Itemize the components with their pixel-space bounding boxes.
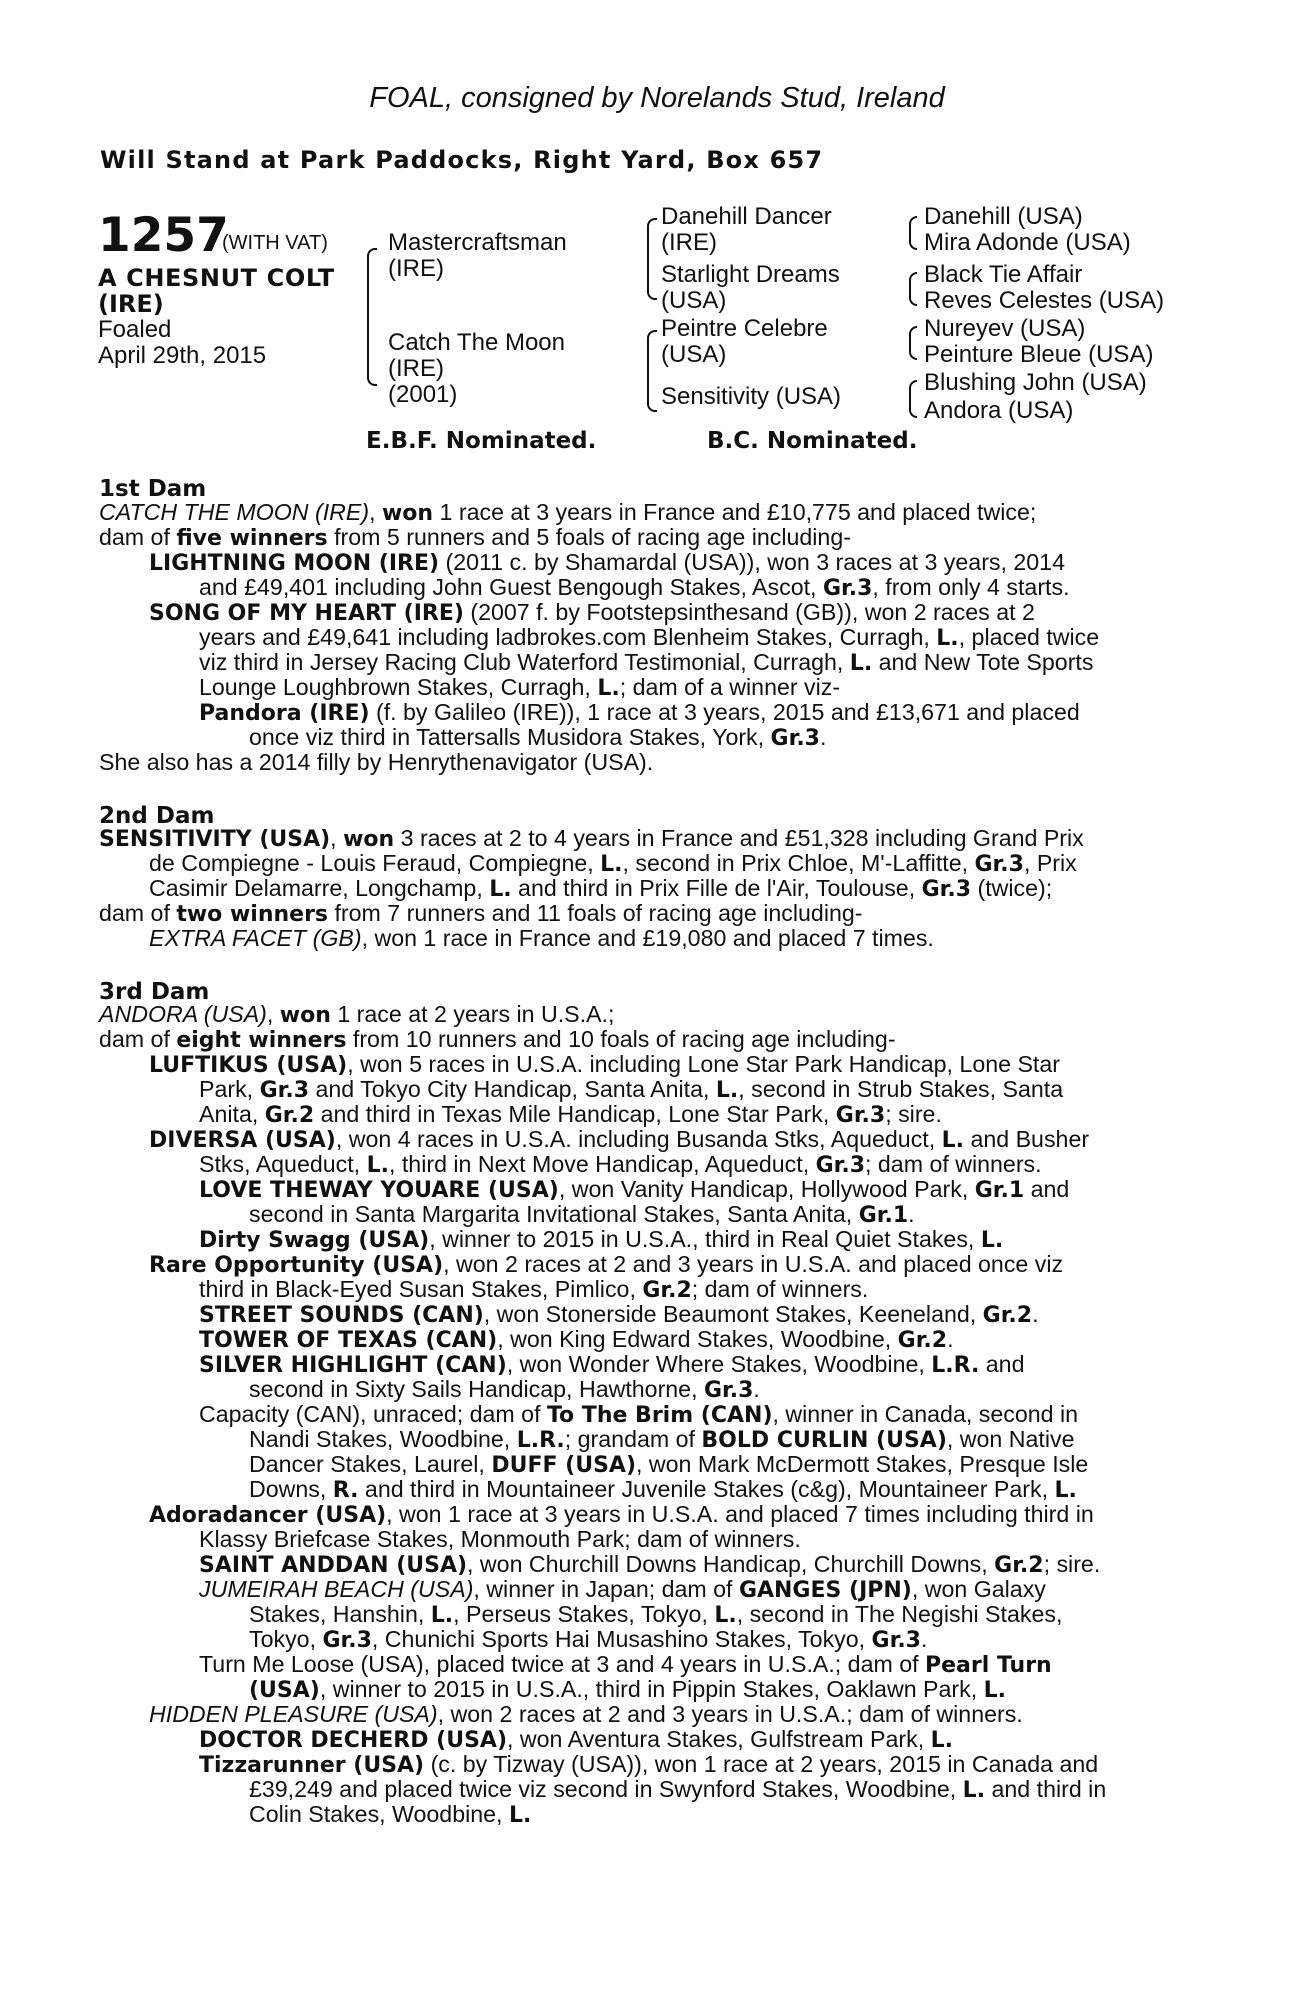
lot-description: A CHESNUT COLT [98,264,335,292]
sire-sire-country: (IRE) [661,229,717,256]
third-dam-line-28: (USA), winner to 2015 in U.S.A., third in Pippin Stakes, Oaklawn Park, L. [249,1676,1006,1703]
third-dam-line-21: Adoradancer (USA), won 1 race at 3 years in U.S.A. and placed 7 times including third in [149,1501,1094,1528]
first-dam-line-6: years and £49,641 including ladbrokes.com Blenheim Stakes, Curragh, L., placed twice [199,624,1100,651]
third-dam-line-19: Dancer Stakes, Laurel, DUFF (USA), won Mark McDermott Stakes, Presque Isle [249,1451,1089,1478]
great-granddam-3: Peinture Bleue (USA) [924,341,1154,368]
third-dam-heading: 3rd Dam [99,979,210,1005]
second-dam-line-3: Casimir Delamarre, Longchamp, L. and third in Prix Fille de l'Air, Toulouse, Gr.3 (twice); [149,875,1053,902]
third-dam-line-22: Klassy Briefcase Stakes, Monmouth Park; dam of winners. [199,1526,801,1552]
pedigree-bracket-6 [909,326,917,360]
third-dam-line-5: Anita, Gr.2 and third in Texas Mile Handicap, Lone Star Park, Gr.3; sire. [199,1101,942,1128]
third-dam-line-6: DIVERSA (USA), won 4 races in U.S.A. including Busanda Stks, Aqueduct, L. and Busher [149,1126,1090,1153]
third-dam-line-24: JUMEIRAH BEACH (USA), winner in Japan; dam of GANGES (JPN), won Galaxy [199,1576,1046,1603]
dam-sire-name: Peintre Celebre [661,315,828,342]
pedigree-bracket-7 [909,380,917,418]
third-dam-line-16: second in Sixty Sails Handicap, Hawthorne, Gr.3. [249,1376,760,1403]
first-dam-line-11: She also has a 2014 filly by Henrythenavigator (USA). [99,749,654,775]
third-dam-line-33: Colin Stakes, Woodbine, L. [249,1801,532,1828]
third-dam-line-20: Downs, R. and third in Mountaineer Juvenile Stakes (c&g), Mountaineer Park, L. [249,1476,1077,1503]
third-dam-line-11: Rare Opportunity (USA), won 2 races at 2 and 3 years in U.S.A. and placed once viz [149,1251,1064,1278]
stand-location: Will Stand at Park Paddocks, Right Yard, Box 657 [100,146,824,174]
third-dam-line-3: LUFTIKUS (USA), won 5 races in U.S.A. including Lone Star Park Handicap, Lone Star [149,1051,1060,1078]
third-dam-line-7: Stks, Aqueduct, L., third in Next Move Handicap, Aqueduct, Gr.3; dam of winners. [199,1151,1042,1178]
pedigree-bracket-5 [909,272,917,306]
first-dam-line-7: viz third in Jersey Racing Club Waterford Testimonial, Curragh, L. and New Tote Sports [199,649,1094,676]
vat-note: (WITH VAT) [222,232,328,254]
third-dam-line-10: Dirty Swagg (USA), winner to 2015 in U.S.A., third in Real Quiet Stakes, L. [199,1226,1004,1253]
great-grandsire-2: Black Tie Affair [924,261,1083,288]
sire-dam-name: Starlight Dreams [661,261,840,288]
third-dam-line-25: Stakes, Hanshin, L., Perseus Stakes, Tokyo, L., second in The Negishi Stakes, [249,1601,1063,1628]
pedigree-bracket-1 [367,248,377,386]
third-dam-line-27: Turn Me Loose (USA), placed twice at 3 and 4 years in U.S.A.; dam of Pearl Turn [199,1651,1052,1678]
third-dam-line-13: STREET SOUNDS (CAN), won Stonerside Beaumont Stakes, Keeneland, Gr.2. [199,1301,1039,1328]
third-dam-line-17: Capacity (CAN), unraced; dam of To The Brim (CAN), winner in Canada, second in [199,1401,1078,1428]
lot-number: 1257 [98,208,229,263]
sire-dam-country: (USA) [661,287,727,314]
ebf-nomination: E.B.F. Nominated. [366,428,597,454]
sire-country: (IRE) [388,255,444,282]
consignor-heading: FOAL, consigned by Norelands Stud, Ireland [369,82,945,114]
first-dam-line-8: Lounge Loughbrown Stakes, Curragh, L.; dam of a winner viz- [199,674,841,701]
dam-sire-country: (USA) [661,341,727,368]
third-dam-line-32: £39,249 and placed twice viz second in Swynford Stakes, Woodbine, L. and third in [249,1776,1107,1803]
third-dam-line-2: dam of eight winners from 10 runners and 10 foals of racing age including- [99,1026,896,1053]
second-dam-heading: 2nd Dam [99,803,215,829]
first-dam-line-5: SONG OF MY HEART (IRE) (2007 f. by Footstepsinthesand (GB)), won 2 races at 2 [149,599,1035,626]
third-dam-line-9: second in Santa Margarita Invitational Stakes, Santa Anita, Gr.1. [249,1201,915,1228]
first-dam-line-2: dam of five winners from 5 runners and 5 foals of racing age including- [99,524,851,551]
third-dam-line-1: ANDORA (USA), won 1 race at 2 years in U.S.A.; [99,1001,615,1028]
third-dam-line-15: SILVER HIGHLIGHT (CAN), won Wonder Where Stakes, Woodbine, L.R. and [199,1351,1025,1378]
great-grandsire-3: Nureyev (USA) [924,315,1086,342]
foaled-date: April 29th, 2015 [98,342,267,369]
third-dam-line-23: SAINT ANDDAN (USA), won Churchill Downs Handicap, Churchill Downs, Gr.2; sire. [199,1551,1101,1578]
third-dam-line-26: Tokyo, Gr.3, Chunichi Sports Hai Musashino Stakes, Tokyo, Gr.3. [249,1626,928,1653]
first-dam-line-4: and £49,401 including John Guest Bengough Stakes, Ascot, Gr.3, from only 4 starts. [199,574,1070,601]
great-grandsire-4: Blushing John (USA) [924,369,1147,396]
pedigree-bracket-3 [647,330,657,412]
dam-name: Catch The Moon [388,329,565,356]
third-dam-line-31: Tizzarunner (USA) (c. by Tizway (USA)), won 1 race at 2 years, 2015 in Canada and [199,1751,1099,1778]
bc-nomination: B.C. Nominated. [707,428,918,454]
first-dam-line-1: CATCH THE MOON (IRE), won 1 race at 3 years in France and £10,775 and placed twice; [99,499,1037,526]
dam-country: (IRE) [388,355,444,382]
great-grandsire-1: Danehill (USA) [924,203,1083,230]
dam-dam-name: Sensitivity (USA) [661,383,842,410]
third-dam-line-14: TOWER OF TEXAS (CAN), won King Edward Stakes, Woodbine, Gr.2. [199,1326,954,1353]
second-dam-line-4: dam of two winners from 7 runners and 11 foals of racing age including- [99,900,863,927]
great-granddam-4: Andora (USA) [924,397,1074,424]
pedigree-bracket-2 [647,218,657,300]
second-dam-line-5: EXTRA FACET (GB), won 1 race in France and £19,080 and placed 7 times. [149,925,934,951]
great-granddam-1: Mira Adonde (USA) [924,229,1131,256]
sire-name: Mastercraftsman [388,229,567,256]
third-dam-line-30: DOCTOR DECHERD (USA), won Aventura Stakes, Gulfstream Park, L. [199,1726,953,1753]
foaled-label: Foaled [98,316,172,343]
third-dam-line-4: Park, Gr.3 and Tokyo City Handicap, Santa Anita, L., second in Strub Stakes, Santa [199,1076,1064,1103]
third-dam-line-8: LOVE THEWAY YOUARE (USA), won Vanity Handicap, Hollywood Park, Gr.1 and [199,1176,1070,1203]
first-dam-line-10: once viz third in Tattersalls Musidora Stakes, York, Gr.3. [249,724,827,751]
third-dam-line-18: Nandi Stakes, Woodbine, L.R.; grandam of BOLD CURLIN (USA), won Native [249,1426,1075,1453]
first-dam-line-3: LIGHTNING MOON (IRE) (2011 c. by Shamardal (USA)), won 3 races at 3 years, 2014 [149,549,1065,576]
second-dam-line-1: SENSITIVITY (USA), won 3 races at 2 to 4 years in France and £51,328 including Grand Prix [99,825,1084,852]
second-dam-line-2: de Compiegne - Louis Feraud, Compiegne, L., second in Prix Chloe, M'-Laffitte, Gr.3, Prix [149,850,1077,877]
first-dam-heading: 1st Dam [99,476,207,502]
pedigree-bracket-4 [909,216,917,250]
sire-sire-name: Danehill Dancer [661,203,832,230]
third-dam-line-29: HIDDEN PLEASURE (USA), won 2 races at 2 and 3 years in U.S.A.; dam of winners. [149,1701,1023,1727]
dam-year: (2001) [388,381,458,408]
lot-country: (IRE) [98,290,164,318]
third-dam-line-12: third in Black-Eyed Susan Stakes, Pimlico, Gr.2; dam of winners. [199,1276,869,1303]
great-granddam-2: Reves Celestes (USA) [924,287,1165,314]
first-dam-line-9: Pandora (IRE) (f. by Galileo (IRE)), 1 race at 3 years, 2015 and £13,671 and placed [199,699,1080,726]
